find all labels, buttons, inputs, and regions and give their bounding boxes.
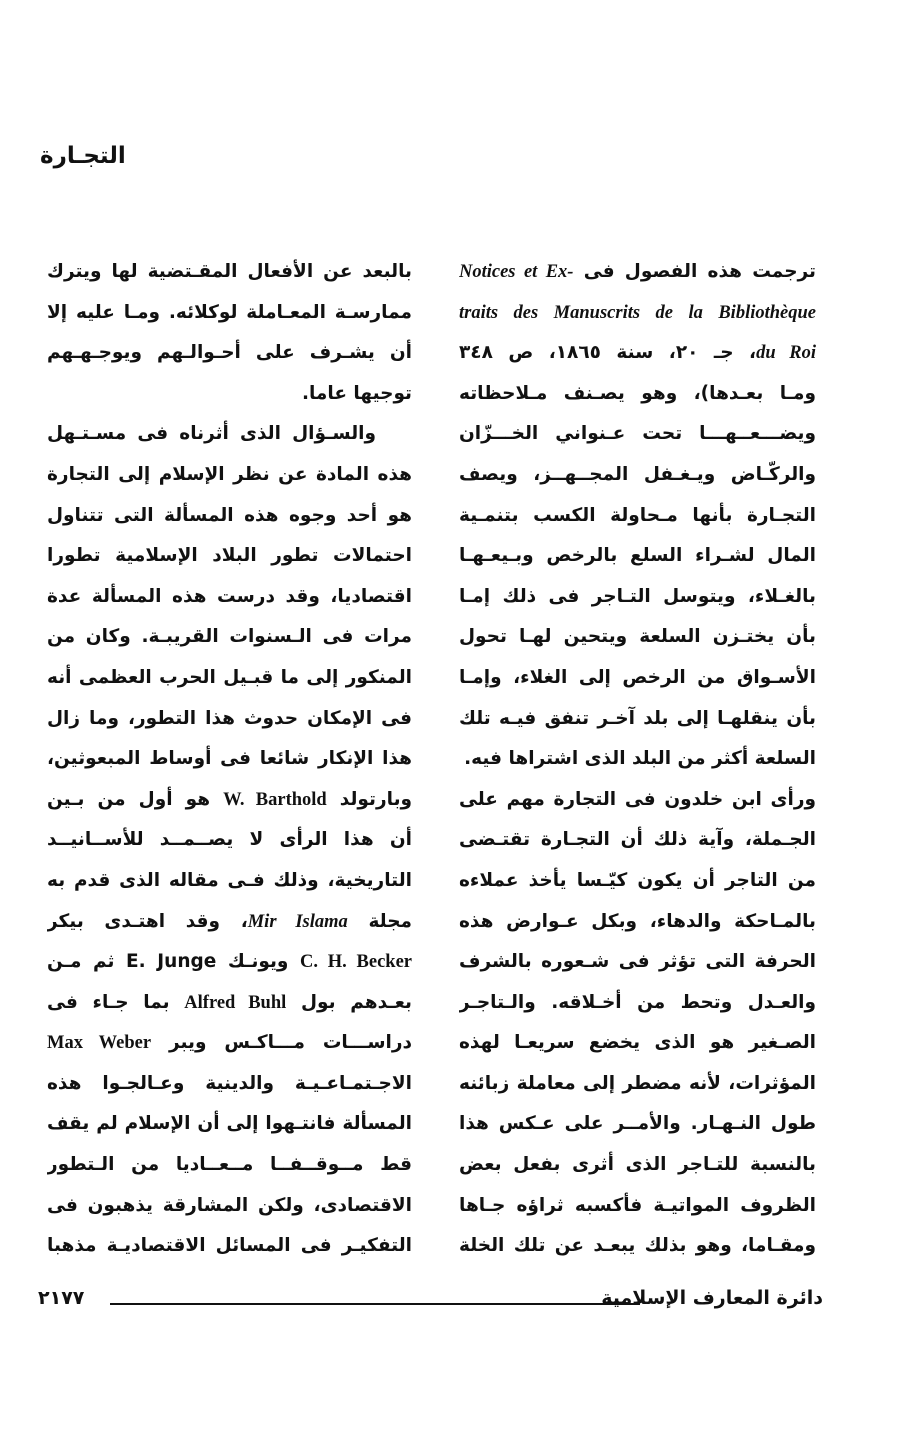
line-text: المسألة فانتـهوا إلى أن الإسلام لم يقف [47, 1113, 412, 1135]
text-line [47, 1186, 412, 1227]
text-line [459, 983, 816, 1024]
line-text: بالنسبة للتـاجر الذى أثرى بفعل بعض [459, 1154, 816, 1176]
text-line [47, 861, 412, 902]
line-text: والسـؤال الذى أثرناه فى مسـتـهل [47, 423, 376, 445]
text-line [459, 1064, 816, 1105]
text-line [47, 739, 412, 780]
text-line [47, 658, 412, 699]
text-line [47, 577, 412, 618]
line-text: اقتصاديا، وقد درست هذه المسألة عدة [47, 585, 412, 607]
text-line [459, 942, 816, 983]
line-text: أن هذا الرأى لا يصــمــد للأســانيــد [47, 829, 412, 851]
line-text: هذا الإنكار شائعا فى أوساط المبعوثين، [47, 748, 412, 770]
text-line [47, 1104, 412, 1145]
text-line [47, 496, 412, 537]
text-line [47, 942, 412, 983]
footer-divider-line [110, 1303, 640, 1305]
text-line [459, 902, 816, 943]
text-line [459, 536, 816, 577]
text-line [47, 293, 412, 334]
text-line [459, 414, 816, 455]
text-line [459, 617, 816, 658]
text-line [459, 374, 816, 415]
latin-term: C. H. Becker [300, 952, 412, 973]
text-line [459, 1104, 816, 1145]
line-text: المؤثرات، لأنه مضطر إلى معاملة زبائنه [459, 1072, 816, 1094]
line-text: التاريخية، وذلك فـى مقاله الذى قدم به [47, 869, 412, 891]
line-text: بأن ينقلهـا إلى بلد آخـر تنفق فيـه تلك [459, 707, 816, 729]
line-text: المنكور إلى ما قبـيل الحرب العظمى أنه [47, 666, 412, 688]
text-line [459, 780, 816, 821]
line-text: الحرفة التى تؤثر فى شـعوره بالشرف [459, 951, 816, 973]
line-text: هذه المادة عن نظر الإسلام إلى التجارة [47, 463, 412, 485]
text-line [459, 577, 816, 618]
line-text: ممارسـة المعـاملة لوكلائه. ومـا عليه إلا [47, 301, 412, 323]
line-text: احتمالات تطور البلاد الإسلامية تطورا [47, 545, 412, 567]
line-text: التفكيـر فى المسائل الاقتصاديـة مذهبا [47, 1235, 412, 1257]
text-line [459, 699, 816, 740]
line-text: بأن يختـزن السلعة ويتحين لهـا تحول [459, 626, 816, 648]
text-line [47, 983, 412, 1024]
text-line [47, 374, 412, 415]
left-text-column [47, 252, 412, 1267]
line-text: من التاجر أن يكون كيّـسا يأخذ عملاءه [459, 869, 816, 891]
text-line [459, 861, 816, 902]
text-line [459, 293, 816, 334]
running-header-title: التجـارة [40, 143, 126, 169]
line-text: السلعة أكثر من البلد الذى اشتراها فيه. [464, 748, 816, 770]
text-line [459, 820, 816, 861]
line-text: التجـارة بأنها مـحاولة الكسب بتنمـية [459, 504, 816, 526]
line-text: ، وقد اهتـدى بيكر [47, 910, 248, 932]
text-line [47, 536, 412, 577]
text-line [459, 455, 816, 496]
line-text: بعـدهم بول [286, 991, 412, 1013]
text-line [47, 333, 412, 374]
line-text: قط مــوقــفــا مــعــاديا من الـتطور [47, 1154, 412, 1176]
page-footer [38, 1287, 823, 1317]
line-text: وبارتولد [326, 788, 412, 810]
latin-term: Notices et Ex- [459, 262, 574, 282]
latin-term: Mir Islama [247, 911, 348, 932]
text-line [459, 496, 816, 537]
latin-term: Max Weber [47, 1033, 152, 1054]
latin-term: traits des Manuscrits de la Bibliothèque [459, 302, 816, 323]
text-line [47, 820, 412, 861]
line-text: مرات فى الـسنوات القريبـة. وكان من [47, 626, 412, 648]
text-line [47, 1023, 412, 1064]
text-line [47, 1145, 412, 1186]
line-text: بالغـلاء، ويتوسل التـاجر فى ذلك إمـا [459, 585, 816, 607]
text-line [47, 1064, 412, 1105]
text-line [47, 902, 412, 943]
latin-term: W. Barthold [223, 789, 327, 810]
line-text: بالبعد عن الأفعال المقـتضية لها ويترك [47, 261, 412, 282]
line-text: الأسـواق من الرخص إلى الغلاء، وإمـا [459, 666, 816, 688]
line-text: ترجمت هذه الفصول فى [573, 261, 816, 282]
text-line [47, 617, 412, 658]
line-text: طول النـهـار. والأمــر على عـكس هذا [459, 1113, 816, 1135]
line-text: الاقتصادى، ولكن المشارقة يذهبون فى [47, 1194, 412, 1216]
line-text: ومقـاما، وهو بذلك يبعـد عن تلك الخلة [459, 1235, 816, 1257]
latin-term: du Roi [756, 343, 816, 364]
line-text: المال لشـراء السلع بالرخص وبـيعـهـا [459, 545, 816, 567]
line-text: هو أحد وجوه هذه المسألة التى تتناول [47, 504, 412, 526]
line-text: هو أول من بـين [47, 788, 224, 810]
line-text: ومـا بعـدها)، وهو يصـنف مـلاحظاته [459, 382, 816, 404]
line-text: أن يشـرف على أحـوالـهم ويوجـهـهم [47, 342, 412, 364]
line-text: ويونـك E. Junge ثم مـن [47, 951, 301, 973]
line-text: الاجـتمـاعـيـة والدينية وعـالجـوا هذه [47, 1072, 412, 1094]
page-number: ٢١٧٧ [38, 1287, 85, 1309]
line-text: والعـدل وتحط من أخـلاقه. والـتاجـر [459, 991, 816, 1013]
text-line [459, 658, 816, 699]
text-line [459, 739, 816, 780]
line-text: دراســـات مـــاكـس ويبر [151, 1032, 412, 1054]
line-text: مجلة [347, 910, 412, 932]
line-text: ويضـــعــهـــا تحت عـنواني الخـــزّان [459, 423, 816, 445]
text-line [459, 333, 816, 374]
line-text: بالمـاحكة والدهاء، وبكل عـوارض هذه [459, 910, 816, 932]
text-line [459, 1145, 816, 1186]
line-text: بما جـاء فى [47, 991, 185, 1013]
line-text: والركّـاض ويـغـفل المجــهــز، ويصف [459, 463, 816, 485]
text-line [47, 414, 412, 455]
text-line [47, 699, 412, 740]
line-text: فى الإمكان حدوث هذا التطور، وما زال [47, 707, 412, 729]
right-text-column [459, 252, 816, 1267]
line-text: ، جـ ٢٠، سنة ١٨٦٥، ص ٣٤٨ [459, 342, 757, 364]
latin-term: Alfred Buhl [184, 992, 287, 1013]
text-line [47, 455, 412, 496]
line-text: الجـملة، وآية ذلك أن التجـارة تقتـضى [459, 829, 816, 851]
line-text: الظروف المواتيـة فأكسبه ثراؤه جـاها [459, 1194, 816, 1216]
text-line [47, 252, 412, 293]
line-text: توجيها عاما. [301, 382, 412, 404]
text-line [459, 252, 816, 293]
text-line [47, 780, 412, 821]
footer-encyclopedia-title: دائرة المعارف الإسلامية [601, 1287, 823, 1309]
text-line [459, 1226, 816, 1267]
text-line [459, 1023, 816, 1064]
text-line [459, 1186, 816, 1227]
text-line [47, 1226, 412, 1267]
line-text: الصـغير هو الذى يخضع سريعـا لهذه [459, 1032, 816, 1054]
line-text: ورأى ابن خلدون فى التجارة مهم على [459, 788, 816, 810]
